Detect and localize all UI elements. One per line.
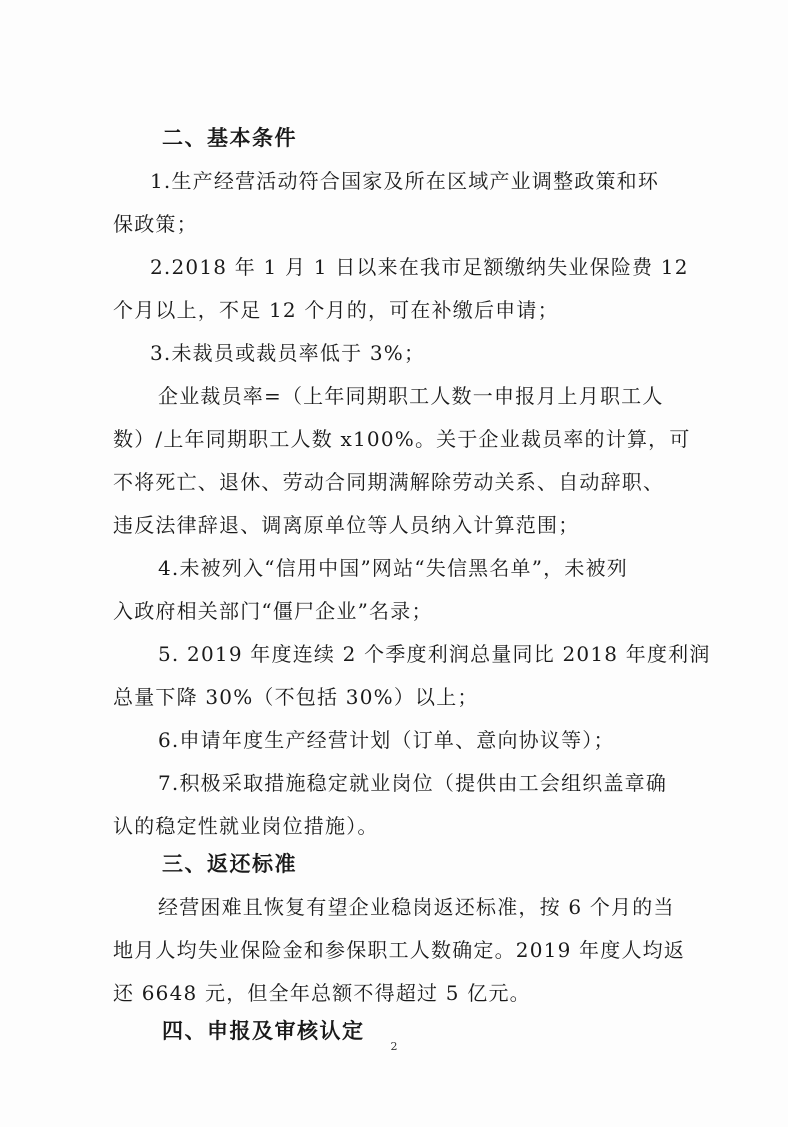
paragraph-line: 7.积极采取措施稳定就业岗位（提供由工会组织盖章确 [158, 771, 668, 795]
paragraph-line: 4.未被列入“信用中国”网站“失信黑名单”，未被列 [158, 556, 628, 580]
paragraph-line: 总量下降 30%（不包括 30%）以上； [113, 685, 479, 709]
paragraph-line: 1.生产经营活动符合国家及所在区域产业调整政策和环 [150, 169, 660, 193]
section-heading-basic-conditions: 二、基本条件 [162, 126, 297, 150]
paragraph-line: 地月人均失业保险金和参保职工人数确定。2019 年度人均返 [113, 938, 686, 962]
paragraph-line: 5. 2019 年度连续 2 个季度利润总量同比 2018 年度利润 [158, 642, 711, 666]
paragraph-line: 经营困难且恢复有望企业稳岗返还标准，按 6 个月的当 [158, 895, 675, 919]
section-heading-refund-standard: 三、返还标准 [162, 852, 297, 876]
paragraph-line: 6.申请年度生产经营计划（订单、意向协议等）； [158, 728, 615, 752]
paragraph-line: 违反法律辞退、调离原单位等人员纳入计算范围； [113, 513, 580, 537]
paragraph-line: 认的稳定性就业岗位措施）。 [113, 814, 379, 838]
paragraph-line: 3.未裁员或裁员率低于 3%； [150, 341, 426, 365]
paragraph-line: 不将死亡、退休、劳动合同期满解除劳动关系、自动辞职、 [113, 470, 665, 494]
paragraph-line: 还 6648 元，但全年总额不得超过 5 亿元。 [113, 981, 531, 1005]
page-number: 2 [390, 1040, 398, 1053]
paragraph-line: 保政策； [113, 212, 198, 236]
paragraph-line: 2.2018 年 1 月 1 日以来在我市足额缴纳失业保险费 12 [150, 255, 689, 279]
section-heading-application-review: 四、申报及审核认定 [162, 1019, 365, 1043]
paragraph-line: 企业裁员率=（上年同期职工人数一申报月上月职工人 [158, 384, 664, 408]
paragraph-line: 数）/上年同期职工人数 x100%。关于企业裁员率的计算，可 [113, 427, 691, 451]
paragraph-line: 入政府相关部门“僵尸企业”名录； [113, 599, 433, 623]
paragraph-line: 个月以上，不足 12 个月的，可在补缴后申请； [113, 298, 559, 322]
